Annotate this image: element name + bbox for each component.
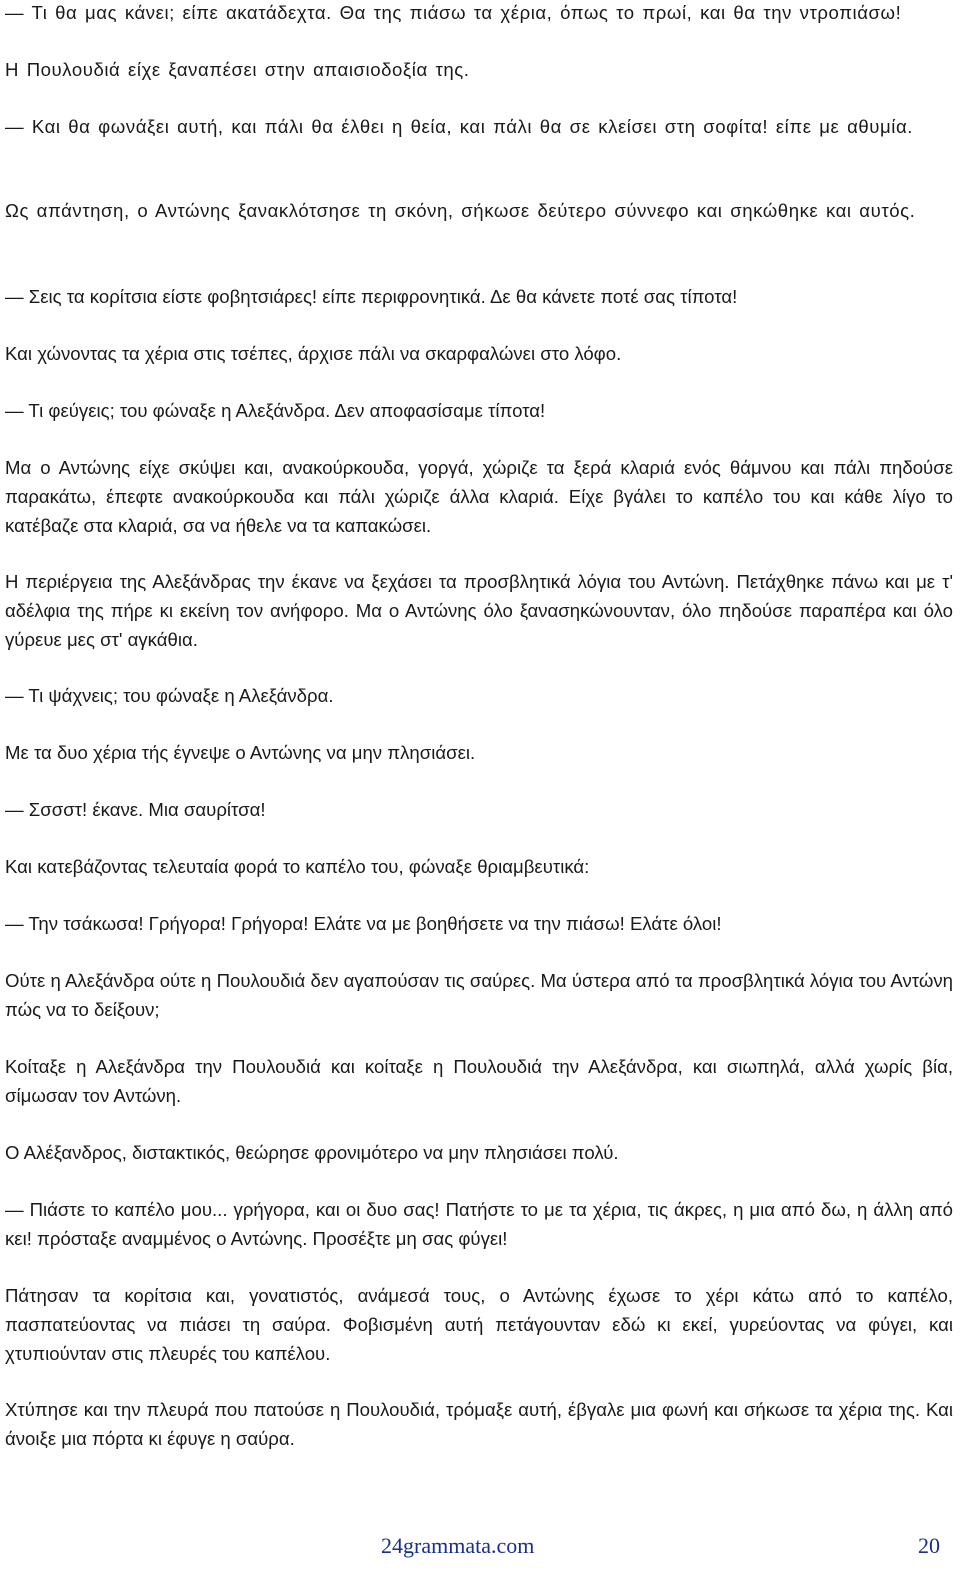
paragraph: — Τι θα μας κάνει; είπε ακατάδεχτα. Θα της πιάσω τα χέρια, όπως το πρωί, και θα την ντροπιάσω!	[5, 2, 902, 23]
page-number: 20	[918, 1533, 940, 1558]
paragraph: Με τα δυο χέρια τής έγνεψε ο Αντώνης να μην πλησιάσει.	[5, 742, 476, 763]
paragraph: Χτύπησε και την πλευρά που πατούσε η Πουλουδιά, τρόμαξε αυτή, έβγαλε μια φωνή και σήκωσε τα χέρια της. Και άνοιξε μια πόρτα κι έφυγε η σαύρα.	[5, 1399, 953, 1449]
paragraph: — Την τσάκωσα! Γρήγορα! Γρήγορα! Ελάτε να με βοηθήσετε να την πιάσω! Ελάτε όλοι!	[5, 913, 722, 934]
footer-site-name: 24grammata.com	[381, 1533, 535, 1558]
paragraph: — Σεις τα κορίτσια είστε φοβητσιάρες! είπε περιφρονητικά. Δε θα κάνετε ποτέ σας τίποτα!	[5, 286, 738, 307]
paragraph: Ο Αλέξανδρος, διστακτικός, θεώρησε φρονιμότερο να μην πλησιάσει πολύ.	[5, 1142, 619, 1163]
paragraph: Και κατεβάζοντας τελευταία φορά το καπέλο του, φώναξε θριαμβευτικά:	[5, 856, 590, 877]
paragraph: Κοίταξε η Αλεξάνδρα την Πουλουδιά και κοίταξε η Πουλουδιά την Αλεξάνδρα, και σιωπηλά, αλλά χωρίς βία, σίμωσαν τον Αντώνη.	[5, 1056, 953, 1106]
paragraph: Η περιέργεια της Αλεξάνδρας την έκανε να ξεχάσει τα προσβλητικά λόγια του Αντώνη. Πετάχθηκε πάνω και με τ' αδέλφια της πήρε κι εκείνη τον ανήφορο. Μα ο Αντώνης όλο ξανασηκώνουνταν, όλο πηδούσε παραπέρα και όλο γύρευε μες στ' αγκάθια.	[5, 571, 953, 650]
paragraph: Ως απάντηση, ο Αντώνης ξανακλότσησε τη σκόνη, σήκωσε δεύτερο σύννεφο και σηκώθηκε και αυτός.	[5, 200, 916, 221]
paragraph: Και χώνοντας τα χέρια στις τσέπες, άρχισε πάλι να σκαρφαλώνει στο λόφο.	[5, 343, 622, 364]
paragraph: — Τι ψάχνεις; του φώναξε η Αλεξάνδρα.	[5, 685, 334, 706]
paragraph: — Και θα φωνάξει αυτή, και πάλι θα έλθει η θεία, και πάλι θα σε κλείσει στη σοφίτα! είπε με αθυμία.	[5, 116, 913, 137]
paragraph: Πάτησαν τα κορίτσια και, γονατιστός, ανάμεσά τους, ο Αντώνης έχωσε το χέρι κάτω από το καπέλο, πασπατεύοντας να πιάσει τη σαύρα. Φοβισμένη αυτή πετάγουνταν εδώ κι εκεί, γυρεύοντας να φύγει, και χτυπιούνταν στις πλευρές του καπέλου.	[5, 1285, 953, 1364]
paragraph: — Τι φεύγεις; του φώναξε η Αλεξάνδρα. Δεν αποφασίσαμε τίποτα!	[5, 400, 546, 421]
paragraph: — Σσσστ! έκανε. Μια σαυρίτσα!	[5, 799, 266, 820]
paragraph: — Πιάστε το καπέλο μου... γρήγορα, και οι δυο σας! Πατήστε το με τα χέρια, τις άκρες, η μια από δω, η άλλη από κει! πρόσταξε αναμμένος ο Αντώνης. Προσέξτε μη σας φύγει!	[5, 1199, 953, 1249]
paragraph: Μα ο Αντώνης είχε σκύψει και, ανακούρκουδα, γοργά, χώριζε τα ξερά κλαριά ενός θάμνου και πάλι πηδούσε παρακάτω, έπεφτε ανακούρκουδα και πάλι χώριζε άλλα κλαριά. Είχε βγάλει το καπέλο του και κάθε λίγο το κατέβαζε στα κλαριά, σα να ήθελε να τα καπακώσει.	[5, 457, 953, 536]
paragraph: Ούτε η Αλεξάνδρα ούτε η Πουλουδιά δεν αγαπούσαν τις σαύρες. Μα ύστερα από τα προσβλητικά λόγια του Αντώνη πώς να το δείξουν;	[5, 970, 953, 1020]
paragraph: Η Πουλουδιά είχε ξαναπέσει στην απαισιοδοξία της.	[5, 59, 470, 80]
